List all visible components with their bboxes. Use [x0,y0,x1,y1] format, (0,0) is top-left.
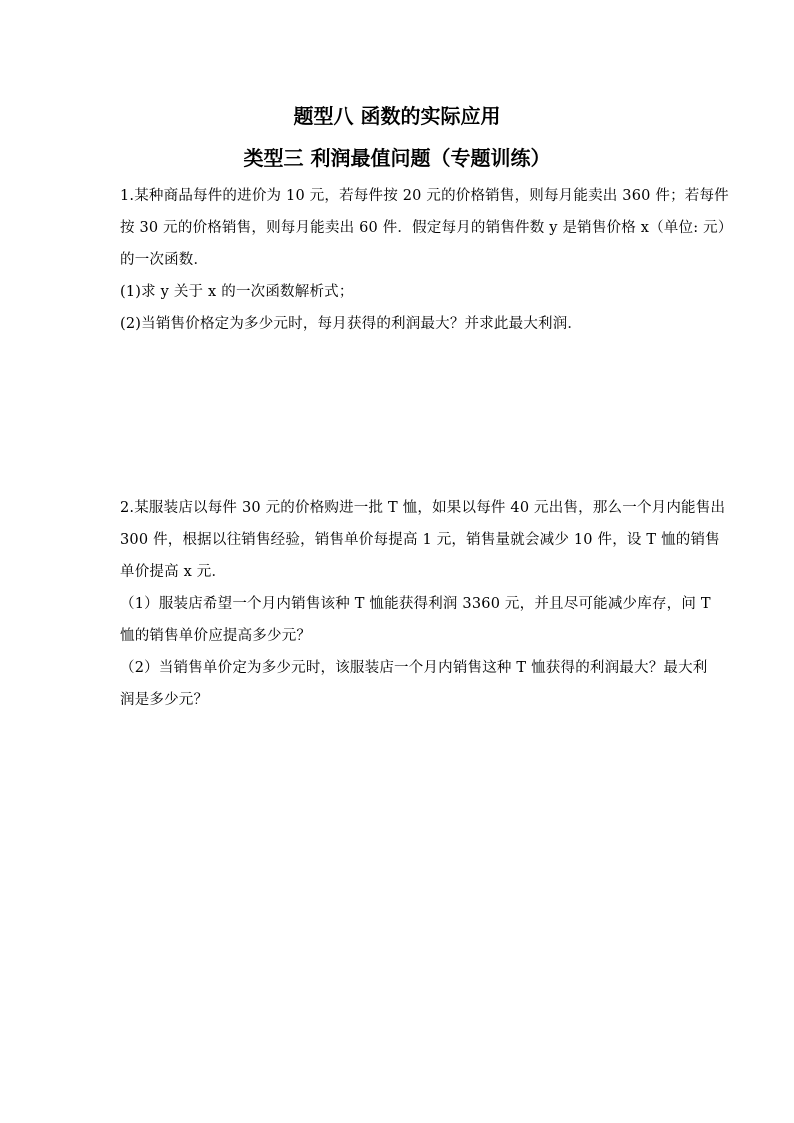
question-2-line: 2.某服装店以每件 30 元的价格购进一批 T 恤，如果以每件 40 元出售，那么一个月内能售出 [120,500,726,516]
question-2-part-2-cont: 润是多少元？ [120,692,209,708]
question-1 [120,180,733,340]
page-subtitle: 类型三 利润最值问题（专题训练） [243,146,551,170]
page-title: 题型八 函数的实际应用 [293,104,501,128]
question-2-part-2: （2）当销售单价定为多少元时，该服装店一个月内销售这种 T 恤获得的利润最大？最大利 [120,660,708,676]
question-1-part-2: (2)当销售价格定为多少元时，每月获得的利润最大？并求此最大利润． [120,316,583,332]
question-1-line: 按 30 元的价格销售，则每月能卖出 60 件．假定每月的销售件数 y 是销售价格 x（单位: 元） [120,220,733,236]
question-1-line: 1.某种商品每件的进价为 10 元，若每件按 20 元的价格销售，则每月能卖出 360 件；若每件 [120,188,729,204]
question-1-line: 的一次函数． [120,252,209,268]
question-2-part-1-cont: 恤的销售单价应提高多少元？ [120,628,312,644]
question-1-part-1: (1)求 y 关于 x 的一次函数解析式； [120,284,354,300]
question-2-line: 300 件，根据以往销售经验，销售单价每提高 1 元，销售量就会减少 10 件，设 T 恤的销售 [120,532,720,548]
question-2-part-1: （1）服装店希望一个月内销售该种 T 恤能获得利润 3360 元，并且尽可能减少库存，问 T [120,596,711,612]
question-2-line: 单价提高 x 元． [120,564,227,580]
question-2 [120,492,726,716]
